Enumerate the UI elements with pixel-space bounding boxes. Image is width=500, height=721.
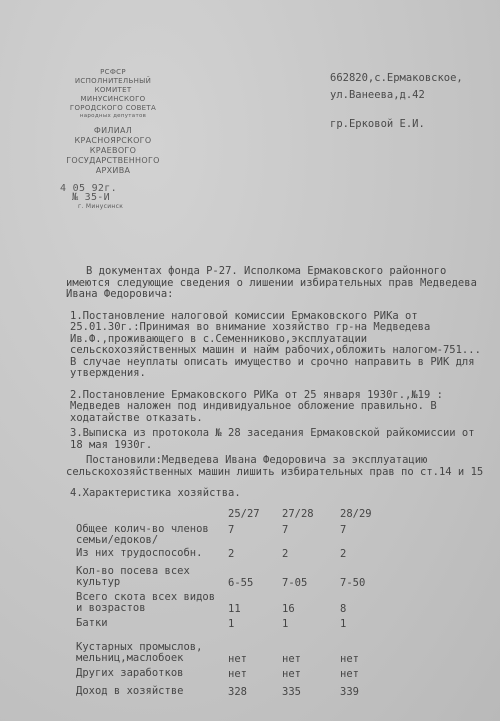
stamp-line: ФИЛИАЛ [93, 126, 133, 135]
resolution-paragraph: Постановили:Медведева Ивана Федоровича за эксплуатацию сельскохозяйственных машин лишить избирательных прав по ст.14 и 15 [66, 454, 484, 478]
table-cell: 16 [282, 603, 295, 615]
table-row [76, 524, 486, 548]
row-label: Общее колич-во членов семьи/едоков/ [76, 523, 209, 546]
list-item: 1.Постановление налоговой комиссии Ермаковского РИКа от 25.01.30г.:Принимая во внимание хозяйство гр-на Медведева Ив.Ф.,проживающего в с.Семенниково,эксплуатации сельскохозяйственных машин и найм рабочих,обложить налогом-751... В случае неуплаты описать имущество и срочно направить в РИК для утверждения. [70, 309, 481, 379]
row-label: Из них трудоспособн. [76, 547, 203, 559]
archive-stamp [48, 68, 178, 211]
table-cell: 7 [282, 524, 289, 536]
table-cell: нет [340, 653, 359, 665]
stamp-number: № 35-И [72, 192, 110, 203]
table-cell: 7-05 [282, 577, 308, 589]
letter-body [66, 266, 486, 504]
column-header: 28/29 [340, 508, 372, 520]
table-cell: нет [228, 653, 247, 665]
table-cell: 7 [340, 524, 347, 536]
table-cell: нет [282, 668, 301, 680]
stamp-line: МИНУСИНСКОГО [80, 95, 146, 103]
table-cell: 8 [340, 603, 347, 615]
list-item: 3.Выписка из протокола № 28 заседания Ермаковской райкомиссии от 18 мая 1930г. [70, 427, 475, 451]
column-header: 27/28 [282, 508, 314, 520]
sender-address [330, 70, 500, 104]
table-cell: 1 [282, 618, 289, 630]
table-cell: 7 [228, 524, 235, 536]
address-line: ул.Ванеева,д.42 [330, 89, 425, 101]
stamp-line: народных депутатов [79, 113, 147, 119]
intro-paragraph: В документах фонда Р-27. Исполкома Ермаковского районного имеются следующие сведения о лишении избирательных прав Медведева Ивана Федоровича: [66, 265, 477, 300]
table-cell: 1 [228, 618, 235, 630]
row-label: Батки [76, 617, 108, 629]
row-label: Доход в хозяйстве [76, 685, 184, 697]
stamp-line: КОМИТЕТ [94, 86, 132, 94]
table-cell: 1 [340, 618, 347, 630]
table-cell: 328 [228, 686, 247, 698]
stamp-line: ГОСУДАРСТВЕННОГО [66, 156, 160, 165]
table-row [76, 686, 486, 702]
stamp-line: РСФСР [100, 68, 126, 76]
table-cell: 2 [340, 548, 347, 560]
table-cell: 2 [282, 548, 289, 560]
table-cell: нет [282, 653, 301, 665]
table-cell: 2 [228, 548, 235, 560]
table-cell: 11 [228, 603, 241, 615]
list-item: 2.Постановление Ермаковского РИКа от 25 января 1930г.,№19 : Медведев наложен под индивидуальное обложение правильно. В ходатайстве отказать. [70, 388, 443, 424]
table-row [76, 642, 486, 668]
stamp-line: ИСПОЛНИТЕЛЬНЫЙ [74, 77, 152, 85]
stamp-line: КРАСНОЯРСКОГО [74, 136, 152, 145]
row-label: Других заработков [76, 667, 184, 679]
stamp-city: г. Минусинск [78, 203, 124, 210]
row-label: Кол-во посева всех культур [76, 565, 190, 588]
table-cell: 6-55 [228, 577, 254, 589]
table-cell: 339 [340, 686, 359, 698]
address-line: 662820,с.Ермаковское, [330, 72, 463, 84]
table-cell: нет [228, 668, 247, 680]
table-row [76, 618, 486, 642]
stamp-line: АРХИВА [95, 166, 131, 175]
stamp-line: КРАЕВОГО [89, 146, 137, 155]
table-cell: 335 [282, 686, 301, 698]
row-label: Всего скота всех видов и возрастов [76, 591, 216, 614]
table-header-row [76, 508, 486, 524]
table-row [76, 592, 486, 618]
stamp-line: ГОРОДСКОГО СОВЕТА [69, 104, 157, 112]
list-item: 4.Характеристика хозяйства. [70, 487, 241, 499]
table-cell: нет [340, 668, 359, 680]
table-row [76, 668, 486, 686]
column-header: 25/27 [228, 508, 260, 520]
row-label: Кустарных промыслов, мельниц,маслобоек [76, 641, 203, 664]
table-row [76, 566, 486, 592]
table-cell: 7-50 [340, 577, 366, 589]
stamp-date: 4 05 92г. [60, 183, 117, 194]
recipient: гр.Ерковой Е.И. [330, 118, 425, 130]
table-row [76, 548, 486, 566]
household-table [76, 508, 486, 702]
